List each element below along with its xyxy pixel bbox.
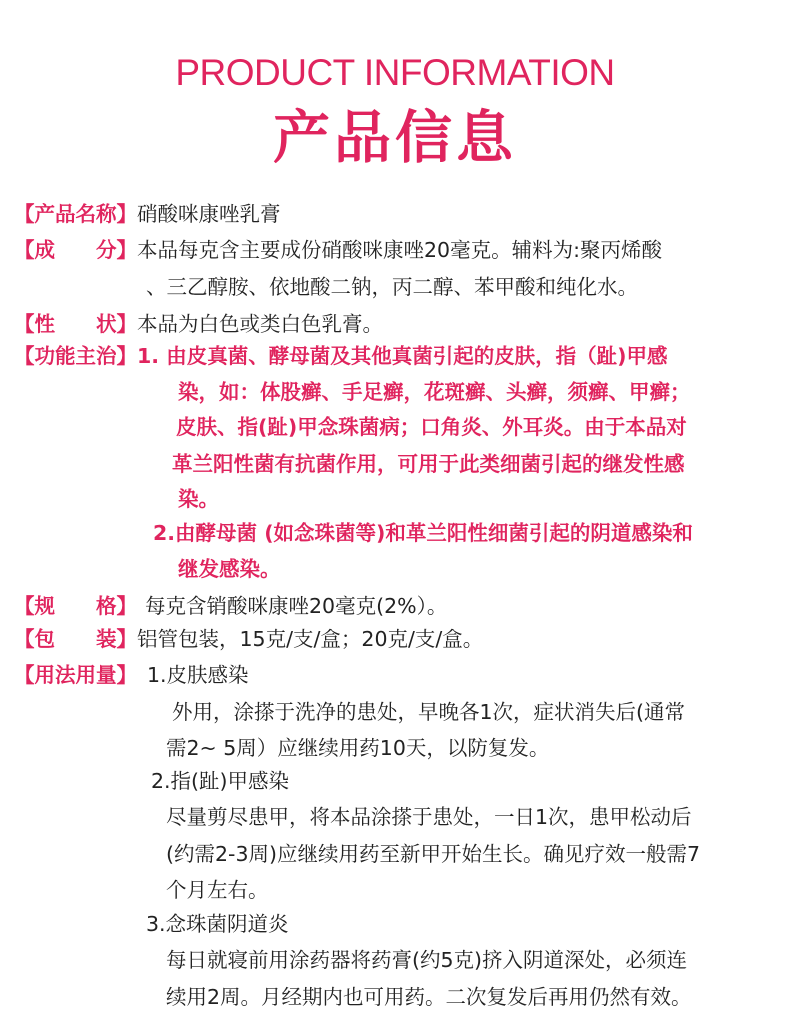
indications-row: [14, 343, 668, 369]
product-name-label: 【产品名称】: [14, 202, 137, 226]
indications-item2-line: 继发感染。: [178, 557, 281, 581]
usage-section-line: 续用2周。月经期内也可用药。二次复发后再用仍然有效。: [166, 985, 692, 1009]
ingredients-row: [14, 237, 662, 263]
usage-section-line: 每日就寝前用涂药器将药膏(约5克)挤入阴道深处，必须连: [166, 948, 688, 972]
product-name-row: [14, 201, 281, 227]
usage-section-heading: 3.念珠菌阴道炎: [146, 912, 289, 936]
usage-row: [14, 662, 249, 688]
usage-label: 【用法用量】: [14, 663, 137, 687]
indications-label: 【功能主治】: [14, 344, 137, 368]
usage-section-heading: 2.指(趾)甲感染: [151, 769, 290, 793]
usage-section-line: 外用，涂搽于洗净的患处，早晚各1次，症状消失后(通常: [172, 700, 686, 724]
ingredients-line: 、三乙醇胺、依地酸二钠，丙二醇、苯甲酸和纯化水。: [146, 275, 638, 299]
page-title-chinese: 产品信息: [273, 105, 517, 171]
package-value: 铝管包装，15克/支/盒；20克/支/盒。: [137, 627, 484, 651]
usage-section-line: (约需2-3周)应继续用药至新甲开始生长。确见疗效一般需7: [166, 842, 701, 866]
usage-section-line: 个月左右。: [166, 878, 269, 902]
page-title-english: PRODUCT INFORMATION: [175, 52, 615, 93]
indications-item1-line: 皮肤、指(趾)甲念珠菌病；口角炎、外耳炎。由于本品对: [176, 415, 687, 439]
package-row: [14, 626, 483, 652]
product-name-value: 硝酸咪康唑乳膏: [137, 202, 281, 226]
appearance-value: 本品为白色或类白色乳膏。: [137, 312, 383, 336]
indications-item2-line: 2.由酵母菌 (如念珠菌等)和革兰阳性细菌引起的阴道感染和: [153, 521, 693, 545]
usage-section-heading: 1.皮肤感染: [147, 663, 249, 687]
spec-row: [14, 593, 447, 619]
indications-item1-line: 染。: [178, 487, 219, 511]
indications-item1-line: 1. 由皮真菌、酵母菌及其他真菌引起的皮肤，指（趾)甲感: [137, 344, 668, 368]
appearance-row: [14, 311, 383, 337]
spec-label: 【规 格】: [14, 594, 137, 618]
indications-item1-line: 染，如：体股癣、手足癣，花斑癣、头癣，须癣、甲癣；: [178, 380, 691, 404]
package-label: 【包 装】: [14, 627, 137, 651]
ingredients-label: 【成 分】: [14, 238, 137, 262]
indications-item1-line: 革兰阳性菌有抗菌作用，可用于此类细菌引起的继发性感: [172, 452, 685, 476]
usage-section-line: 需2~ 5周）应继续用药10天，以防复发。: [166, 736, 550, 760]
spec-value: 每克含销酸咪康唑20毫克(2%）。: [145, 594, 448, 618]
ingredients-line: 本品每克含主要成份硝酸咪康唑20毫克。辅料为:聚丙烯酸: [137, 238, 662, 262]
appearance-label: 【性 状】: [14, 312, 137, 336]
usage-section-line: 尽量剪尽患甲，将本品涂搽于患处，一日1次，患甲松动后: [166, 805, 692, 829]
